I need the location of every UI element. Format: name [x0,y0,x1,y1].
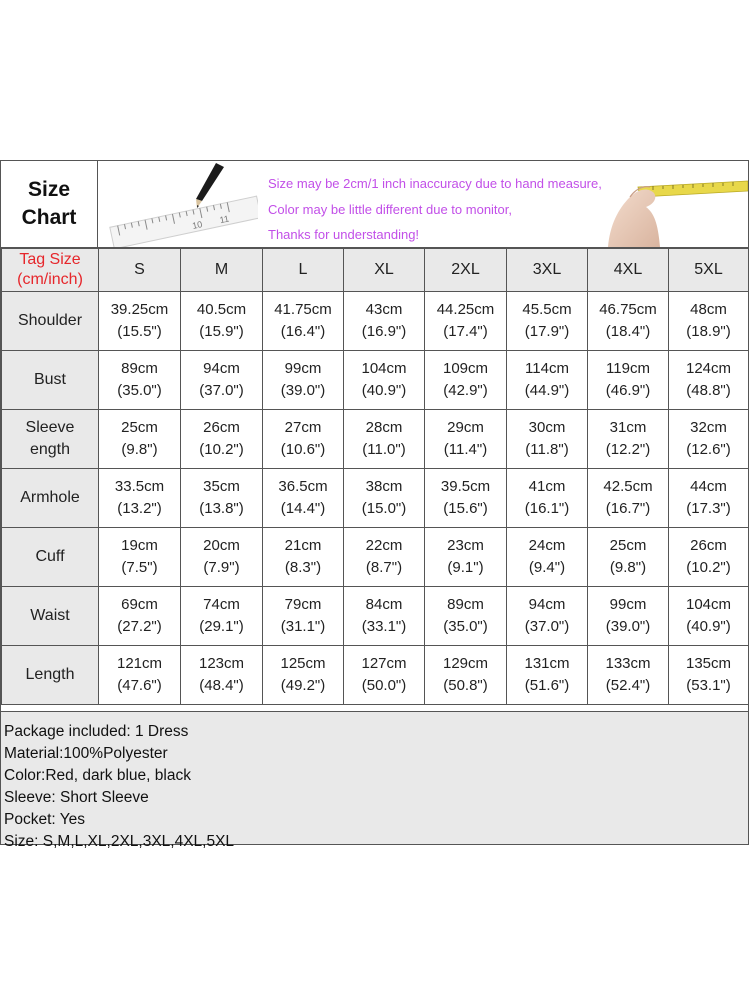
measurement-cell [99,410,181,469]
cm-value: 44cm [690,478,727,495]
measurement-cell [344,587,425,646]
info-line: Sleeve: Short Sleeve [4,789,149,806]
cm-value: 41.75cm [274,301,332,318]
measurement-label-line: Length [25,666,75,683]
table-row [2,528,749,587]
inch-value: (16.4") [280,323,326,340]
cm-value: 20cm [203,537,240,554]
cm-value: 74cm [203,596,240,613]
size-header-row [2,249,749,292]
cm-value: 40.5cm [196,301,247,318]
inch-value: (7.9") [203,559,240,576]
measurement-cell [99,351,181,410]
inch-value: (42.9") [443,382,488,399]
cm-value: 89cm [447,596,484,613]
cm-value: 25cm [609,537,647,554]
cm-value: 27cm [284,419,322,436]
measurement-cell [669,528,749,587]
measurement-cell [588,469,669,528]
inch-value: (10.2") [686,559,731,576]
measurement-cell [669,469,749,528]
inch-value: (16.9") [361,323,407,340]
inch-value: (15.6") [443,500,488,517]
cm-value: 26cm [203,419,240,436]
size-header-3xl: 3XL [507,249,588,292]
inch-value: (8.3") [284,559,322,576]
inch-value: (37.0") [199,382,244,399]
measurement-cell [588,646,669,705]
measurement-cell [181,587,263,646]
inch-value: (48.8") [686,382,731,399]
measurement-cell [263,292,344,351]
cm-value: 33.5cm [114,478,165,495]
measurement-cell [181,528,263,587]
svg-text:10: 10 [191,219,204,232]
inch-value: (50.8") [443,677,488,694]
tag-size-label [2,249,99,292]
inch-value: (35.0") [117,382,162,399]
size-header-m: M [181,249,263,292]
inch-value: (47.6") [117,677,162,694]
cm-value: 84cm [365,596,403,613]
size-header-xl: XL [344,249,425,292]
cm-value: 131cm [524,655,570,672]
measurement-cell [181,292,263,351]
measurement-cell [344,410,425,469]
size-table [1,248,749,705]
measurement-label [2,351,99,410]
cm-value: 69cm [121,596,158,613]
table-row [2,469,749,528]
inch-value: (9.8") [609,559,647,576]
tag-size-label-line: Tag Size [19,251,81,268]
inch-value: (14.4") [280,500,326,517]
cm-value: 129cm [442,655,489,672]
inch-value: (49.2") [280,677,326,694]
measurement-cell [669,646,749,705]
measurement-cell [588,351,669,410]
inch-value: (33.1") [361,618,407,635]
measurement-cell [263,587,344,646]
inch-value: (10.2") [199,441,244,458]
cm-value: 31cm [609,419,647,436]
cm-value: 21cm [284,537,322,554]
cm-value: 45.5cm [522,301,572,318]
measurement-cell [507,469,588,528]
hand-tape-measure-illustration [598,161,748,247]
inch-value: (13.8") [199,500,244,517]
chart-header [1,161,748,248]
measurement-cell [588,587,669,646]
cm-value: 30cm [528,419,566,436]
measurement-label [2,292,99,351]
measurement-cell [99,646,181,705]
measurement-cell [344,646,425,705]
cm-value: 28cm [365,419,403,436]
inch-value: (15.5") [117,323,162,340]
measurement-cell [507,528,588,587]
cm-value: 44.25cm [436,301,495,318]
info-line: Material:100%Polyester [4,745,168,762]
measurement-cell [507,410,588,469]
inch-value: (8.7") [365,559,403,576]
table-row [2,646,749,705]
cm-value: 99cm [284,360,322,377]
cm-value: 24cm [528,537,566,554]
cm-value: 94cm [203,360,240,377]
measurement-cell [99,587,181,646]
measurement-cell [263,528,344,587]
inch-value: (46.9") [605,382,651,399]
measurement-cell [507,587,588,646]
inch-value: (50.0") [361,677,407,694]
table-row [2,587,749,646]
cm-value: 125cm [280,655,326,672]
measurement-cell [181,410,263,469]
measurement-label [2,528,99,587]
cm-value: 29cm [447,419,484,436]
chart-title [1,161,98,247]
inch-value: (18.4") [605,323,651,340]
cm-value: 38cm [365,478,403,495]
measurement-cell [425,646,507,705]
measurement-cell [425,292,507,351]
cm-value: 25cm [121,419,158,436]
cm-value: 121cm [116,655,163,672]
title-line-2: Chart [21,206,77,229]
measurement-cell [181,646,263,705]
cm-value: 99cm [609,596,647,613]
inch-value: (11.0") [362,441,406,458]
inch-value: (13.2") [117,500,162,517]
inch-value: (16.1") [524,500,570,517]
inch-value: (10.6") [280,441,326,458]
measurement-label-line: Cuff [35,548,65,565]
note-accuracy: Size may be 2cm/1 inch inaccuracy due to hand measure, [268,176,602,191]
cm-value: 104cm [361,360,407,377]
inch-value: (11.8") [525,441,569,458]
measurement-label [2,587,99,646]
svg-text:11: 11 [218,213,230,226]
measurement-cell [425,528,507,587]
measurement-label-line: ength [29,441,71,458]
measurement-cell [344,469,425,528]
inch-value: (39.0") [280,382,326,399]
measurement-cell [588,292,669,351]
measurement-cell [588,528,669,587]
measurement-cell [669,351,749,410]
size-header-l: L [263,249,344,292]
info-line: Package included: 1 Dress [4,723,189,740]
cm-value: 89cm [121,360,158,377]
cm-value: 39.5cm [440,478,491,495]
inch-value: (52.4") [605,677,651,694]
inch-value: (27.2") [117,618,162,635]
measurement-label-line: Shoulder [17,312,83,329]
measurement-label-line: Sleeve [25,419,75,436]
pencil-ruler-illustration [98,161,258,247]
measurement-label-line: Waist [30,607,70,624]
inch-value: (18.9") [686,323,731,340]
measurement-label [2,410,99,469]
cm-value: 46.75cm [599,301,657,318]
size-chart [0,160,749,850]
cm-value: 19cm [121,537,158,554]
measurement-cell [344,292,425,351]
measurement-cell [181,351,263,410]
measurement-cell [669,587,749,646]
inch-value: (17.4") [443,323,488,340]
measurement-cell [507,292,588,351]
product-info [1,711,748,850]
table-row [2,410,749,469]
measurement-label [2,646,99,705]
inch-value: (12.2") [605,441,651,458]
inch-value: (9.4") [528,559,566,576]
inch-value: (12.6") [686,441,731,458]
inch-value: (29.1") [199,618,244,635]
inch-value: (17.3") [686,500,731,517]
inch-value: (9.8") [121,441,158,458]
cm-value: 114cm [525,360,569,377]
measurement-cell [181,469,263,528]
measurement-cell [263,351,344,410]
table-row [2,292,749,351]
cm-value: 23cm [447,537,484,554]
size-header-2xl: 2XL [425,249,507,292]
tag-size-label-line: (cm/inch) [17,271,83,288]
measurement-cell [344,351,425,410]
inch-value: (15.9") [199,323,244,340]
cm-value: 109cm [442,360,489,377]
cm-value: 79cm [284,596,322,613]
measurement-cell [507,351,588,410]
measurement-cell [99,469,181,528]
title-line-1: Size [27,178,71,201]
measurement-cell [263,646,344,705]
cm-value: 123cm [198,655,245,672]
measurement-cell [507,646,588,705]
cm-value: 48cm [690,301,727,318]
note-color: Color may be little different due to monitor, [268,202,512,217]
measurement-cell [263,410,344,469]
measurement-cell [669,292,749,351]
measurement-label [2,469,99,528]
measurement-label-line: Armhole [20,489,80,506]
measurement-cell [99,528,181,587]
cm-value: 133cm [605,655,651,672]
info-line: Pocket: Yes [4,811,86,828]
cm-value: 22cm [365,537,403,554]
measurement-cell [425,351,507,410]
inch-value: (16.7") [605,500,651,517]
cm-value: 124cm [685,360,732,377]
info-line: Size: S,M,L,XL,2XL,3XL,4XL,5XL [4,833,235,850]
cm-value: 26cm [690,537,727,554]
inch-value: (44.9") [524,382,570,399]
cm-value: 39.25cm [110,301,169,318]
cm-value: 42.5cm [603,478,653,495]
inch-value: (35.0") [443,618,488,635]
measurement-cell [344,528,425,587]
inch-value: (11.4") [443,441,488,458]
measurement-cell [263,469,344,528]
measurement-cell [425,410,507,469]
cm-value: 35cm [203,478,240,495]
size-header-s: S [99,249,181,292]
inch-value: (40.9") [361,382,407,399]
cm-value: 127cm [361,655,407,672]
inch-value: (9.1") [447,559,484,576]
measurement-label-line: Bust [33,371,66,388]
measurement-cell [425,587,507,646]
measurement-cell [99,292,181,351]
inch-value: (17.9") [524,323,570,340]
notice-banner [98,161,748,247]
cm-value: 41cm [528,478,566,495]
inch-value: (15.0") [361,500,407,517]
inch-value: (51.6") [524,677,570,694]
cm-value: 135cm [685,655,732,672]
measurement-cell [588,410,669,469]
inch-value: (53.1") [686,677,731,694]
cm-value: 119cm [606,360,650,377]
inch-value: (39.0") [605,618,651,635]
cm-value: 94cm [528,596,566,613]
measurement-cell [669,410,749,469]
cm-value: 36.5cm [278,478,328,495]
inch-value: (40.9") [686,618,731,635]
inch-value: (48.4") [199,677,244,694]
cm-value: 43cm [365,301,403,318]
table-row [2,351,749,410]
inch-value: (31.1") [280,618,326,635]
measurement-cell [425,469,507,528]
size-header-4xl: 4XL [588,249,669,292]
cm-value: 32cm [690,419,727,436]
inch-value: (37.0") [524,618,570,635]
inch-value: (7.5") [121,559,158,576]
cm-value: 104cm [685,596,732,613]
size-header-5xl: 5XL [669,249,749,292]
info-line: Color:Red, dark blue, black [4,767,191,784]
note-thanks: Thanks for understanding! [268,227,420,242]
